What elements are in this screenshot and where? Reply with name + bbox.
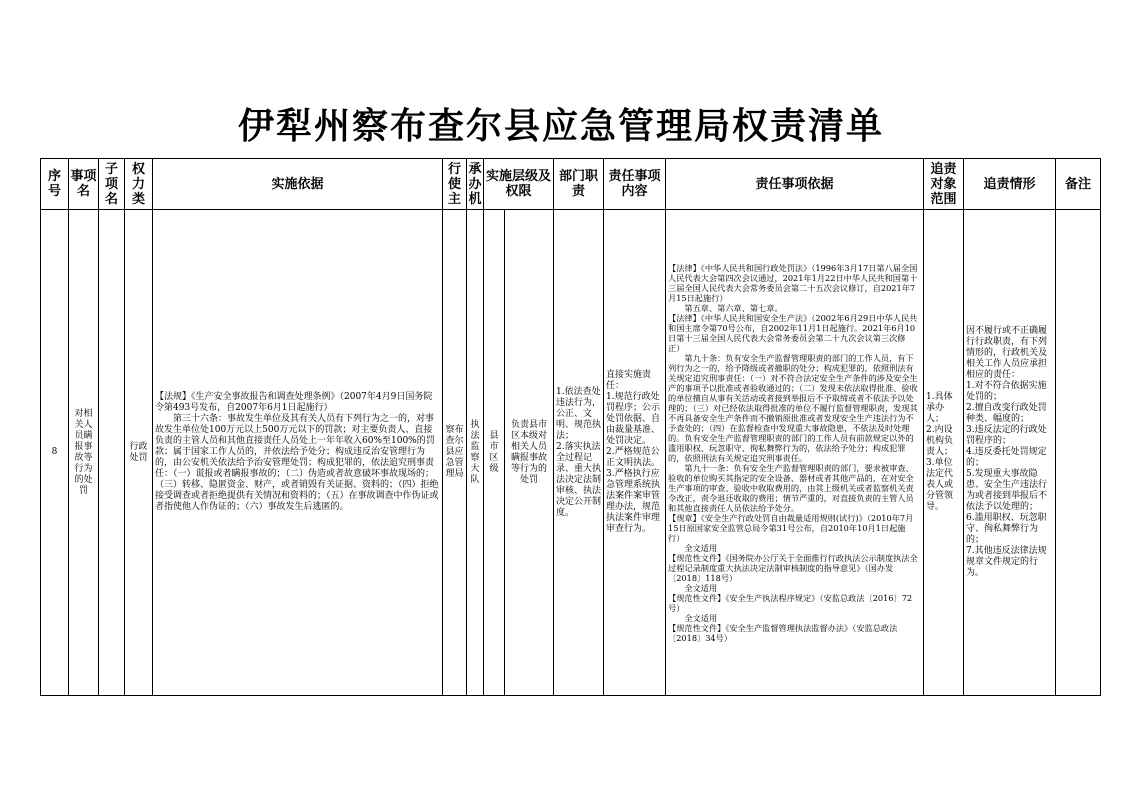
cell-resp-content: 直接实施责任： 1.规范行政处罚程序；公示处罚依据、自由裁量基准、处罚决定。 2.严格规范公正文明执法。 3.严格执行应急管理系统执法案件案审管理办法，规范执法案件审理审查行为。 xyxy=(604,210,666,696)
header-subitem: 子项名 xyxy=(99,159,125,210)
header-basis: 实施依据 xyxy=(153,159,443,210)
cell-item: 对相关人员瞒报事故等行为的处罚 xyxy=(69,210,99,696)
header-power-type: 权力类 xyxy=(125,159,153,210)
header-duty: 部门职责 xyxy=(554,159,604,210)
header-target: 追责对象范围 xyxy=(924,159,964,210)
header-exercise-subject: 行使主 xyxy=(443,159,467,210)
cell-remark xyxy=(1056,210,1101,696)
cell-situation: 因不履行或不正确履行行政职责，有下列情形的，行政机关及相关工作人员应承担相应的责任： 1.对不符合依据实施处罚的； 2.擅自改变行政处罚种类、幅度的； 3.违反法定的行政处罚程序的； 4.违反委托处罚规定的； 5.发现重大事故隐患、安全生产违法行为或者接到举报后不依法予以处理的； 6.滥用职权、玩忽职守、徇私舞弊行为的； 7.其他违反法律法规规章文件规定的行为。 xyxy=(964,210,1056,696)
cell-subitem xyxy=(99,210,125,696)
cell-duty: 1.依法查处违法行为，公正、文明、规范执法； 2.落实执法全过程记录、重大执法决定法制审核、执法决定公开制度。 xyxy=(554,210,604,696)
page-title: 伊犁州察布查尔县应急管理局权责清单 xyxy=(237,105,884,147)
cell-level-detail: 负责县市区本级对相关人员瞒报事故等行为的处罚 xyxy=(505,210,554,696)
responsibility-table xyxy=(40,158,1101,696)
cell-level-scope: 县市区级 xyxy=(484,210,505,696)
header-resp-basis: 责任事项依据 xyxy=(666,159,924,210)
header-item: 事项名 xyxy=(69,159,99,210)
cell-resp-basis: 【法律】《中华人民共和国行政处罚法》（1996年3月17日第八届全国人民代表大会第四次会议通过，2021年1月22日中华人民共和国第十三届全国人民代表大会常务委员会第二十五次会议修订，自2021年7月15日起施行） 第五章、第六章、第七章。 【法律】《中华人民共和国安全生产法》（2002年6月29日中华人民共和国主席令第70号公布，自2002年11月1日起施行。2021年6月10日第十三届全国人民代表大会常务委员会第二十九次会议第三次修正） 第九十条：负有安全生产监督管理职责的部门的工作人员，有下列行为之一的，给予降级或者撤职的处分；构成犯罪的，依照刑法有关规定追究刑事责任：（一）对不符合法定安全生产条件的涉及安全生产的事项予以批准或者验收通过的；（二）发现未依法取得批准、验收的单位擅自从事有关活动或者接到举报后不予取缔或者不依法予以处理的；（三）对已经依法取得批准的单位不履行监督管理职责，发现其不再具备安全生产条件而不撤销原批准或者发现安全生产违法行为不予查处的；（四）在监督检查中发现重大事故隐患，不依法及时处理的。负有安全生产监督管理职责的部门的工作人员有前款规定以外的滥用职权、玩忽职守、徇私舞弊行为的，依法给予处分；构成犯罪的，依照刑法有关规定追究刑事责任。 第九十一条：负有安全生产监督管理职责的部门，要求被审查、验收的单位购买其指定的安全设备、器材或者其他产品的，在对安全生产事项的审查、验收中收取费用的，由其上级机关或者监察机关责令改正，责令退还收取的费用；情节严重的，对直接负责的主管人员和其他直接责任人员依法给予处分。 【规章】《安全生产行政处罚自由裁量适用规则(试行)》（2010年7月15日原国家安全监管总局令第31号公布，自2010年10月1日起施行） 全文适用 【规范性文件】《国务院办公厅关于全面推行行政执法公示制度执法全过程记录制度重大执法决定法制审核制度的指导意见》（国办发〔2018〕118号） 全文适用 【规范性文件】《安全生产执法程序规定》（安监总政法〔2016〕72号） 全文适用 【规范性文件】《安全生产监督管理执法监督办法》（安监总政法〔2018〕34号） xyxy=(666,210,924,696)
cell-power-type: 行政处罚 xyxy=(125,210,153,696)
header-resp-content: 责任事项内容 xyxy=(604,159,666,210)
header-seq: 序号 xyxy=(41,159,69,210)
cell-undertaker: 执法监察大队 xyxy=(467,210,484,696)
cell-target: 1.具体承办人； 2.内设机构负责人； 3.单位法定代表人或分管领导。 xyxy=(924,210,964,696)
header-undertaker: 承办机 xyxy=(467,159,484,210)
header-remark: 备注 xyxy=(1056,159,1101,210)
header-level: 实施层级及权限 xyxy=(484,159,554,210)
cell-seq: 8 xyxy=(41,210,69,696)
cell-exercise-subject: 察布查尔县应急管理局 xyxy=(443,210,467,696)
cell-basis: 【法规】《生产安全事故报告和调查处理条例》（2007年4月9日国务院令第493号发布，自2007年6月1日起施行） 第三十六条：事故发生单位及其有关人员有下列行为之一的，对事故发生单位处100万元以上500万元以下的罚款；对主要负责人、直接负责的主管人员和其他直接责任人员处上一年年收入60%至100%的罚款；属于国家工作人员的，并依法给予处分；构成违反治安管理行为的，由公安机关依法给予治安管理处罚；构成犯罪的，依法追究刑事责任：（一）谎报或者瞒报事故的；（二）伪造或者故意破坏事故现场的；（三）转移、隐匿资金、财产，或者销毁有关证据、资料的；（四）拒绝接受调查或者拒绝提供有关情况和资料的；（五）在事故调查中作伪证或者指使他人作伪证的；（六）事故发生后逃匿的。 xyxy=(153,210,443,696)
header-row xyxy=(41,159,1101,210)
header-situation: 追责情形 xyxy=(964,159,1056,210)
table-row xyxy=(41,210,1101,696)
